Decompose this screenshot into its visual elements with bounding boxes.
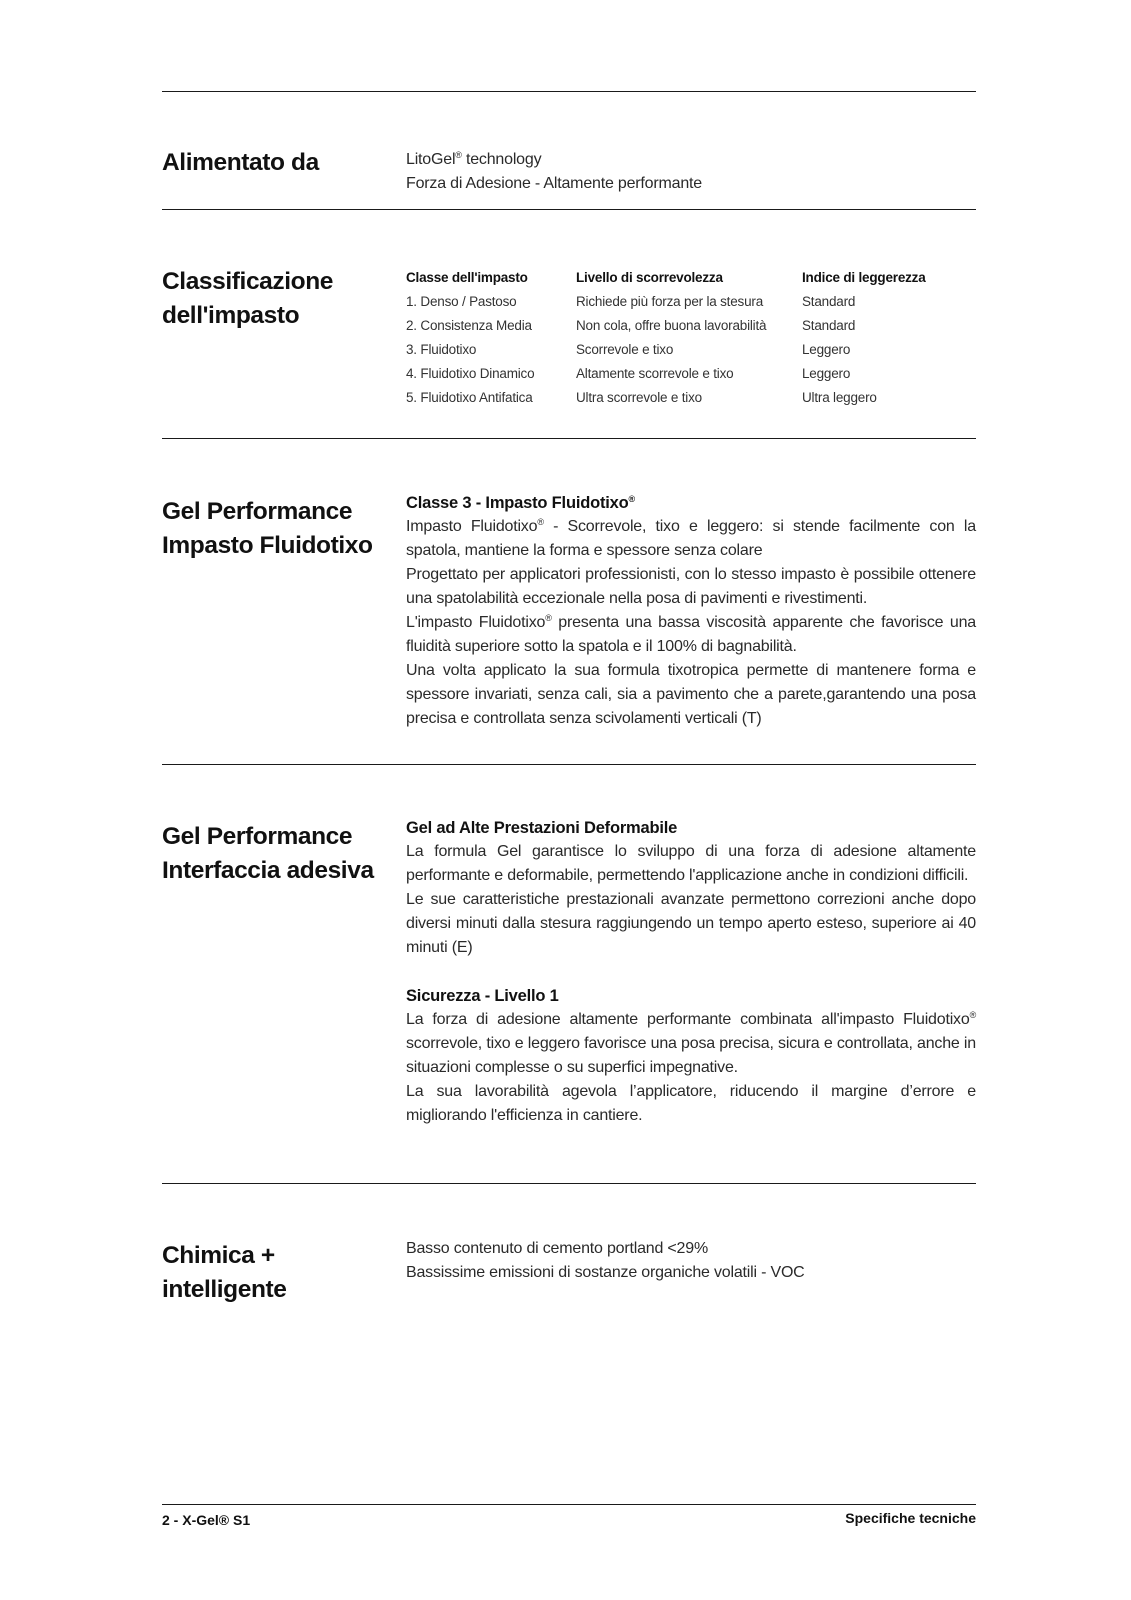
chemistry-line: Basso contenuto di cemento portland <29% <box>406 1240 708 1257</box>
registered-mark: ® <box>628 494 635 504</box>
table-row <box>406 314 952 338</box>
paragraph-text: presenta una bassa viscosità apparente che favorisce una fluidità superiore sotto la spatola e il 100% di bagnabilità. <box>406 614 977 655</box>
technology-line <box>406 148 976 172</box>
column-header: Indice di leggerezza <box>802 270 926 285</box>
table-cell: Ultra leggero <box>802 390 877 405</box>
footer-divider <box>162 1504 976 1505</box>
table-cell: 2. Consistenza Media <box>406 318 532 333</box>
table-cell: 4. Fluidotixo Dinamico <box>406 366 535 381</box>
table-cell: Standard <box>802 294 856 309</box>
subsection-title <box>406 491 976 515</box>
adhesion-line: Forza di Adesione - Altamente performante <box>406 175 702 192</box>
footer-section-label: Specifiche tecniche <box>845 1510 976 1526</box>
section-heading: Chimica + intelligente <box>162 1242 287 1303</box>
table-row <box>406 362 952 386</box>
paragraph: Le sue caratteristiche prestazionali avanzate permettono correzioni anche dopo diversi minuti dalla stesura raggiungendo un tempo aperto esteso, superiore ai 40 minuti (E) <box>406 891 976 956</box>
table-cell: Leggero <box>802 366 851 381</box>
brand-name: LitoGel <box>406 151 456 168</box>
footer-page-label: 2 - X-Gel® S1 <box>162 1512 251 1528</box>
paragraph <box>406 515 976 563</box>
subsection-title: Sicurezza - Livello 1 <box>406 987 559 1005</box>
paragraph: La sua lavorabilità agevola l’applicatore, riducendo il margine d’errore e migliorando l'efficienza in cantiere. <box>406 1083 976 1124</box>
section-heading: Gel Performance Impasto Fluidotixo <box>162 498 373 559</box>
classification-table <box>406 266 952 410</box>
chemistry-line: Bassissime emissioni di sostanze organiche volatili - VOC <box>406 1264 805 1281</box>
paragraph-text: scorrevole, tixo e leggero favorisce una posa precisa, sicura e controllata, anche in situazioni complesse o su superfici impegnative. <box>406 1035 976 1076</box>
technology-label: technology <box>461 151 542 168</box>
section-body <box>406 816 976 1128</box>
table-cell: Leggero <box>802 342 851 357</box>
registered-mark: ® <box>455 150 462 160</box>
table-cell: 1. Denso / Pastoso <box>406 294 517 309</box>
divider <box>162 1183 976 1184</box>
subsection-title: Gel ad Alte Prestazioni Deformabile <box>406 819 678 837</box>
registered-mark: ® <box>969 1010 976 1020</box>
table-row <box>406 386 952 410</box>
divider <box>162 209 976 210</box>
table-cell: 5. Fluidotixo Antifatica <box>406 390 533 405</box>
table-cell: Richiede più forza per la stesura <box>576 294 764 309</box>
classification-table-wrap <box>406 266 976 410</box>
section-body <box>406 491 976 731</box>
column-header: Livello di scorrevolezza <box>576 270 723 285</box>
paragraph <box>406 611 976 659</box>
column-header: Classe dell'impasto <box>406 270 528 285</box>
paragraph: Una volta applicato la sua formula tixotropica permette di mantenere forma e spessore invariati, senza cali, sia a pavimento che a parete,garantendo una posa precisa e controllata senza scivolamenti verticali (T) <box>406 662 976 727</box>
registered-mark: ® <box>537 517 544 527</box>
paragraph-text: Impasto Fluidotixo <box>406 518 538 535</box>
section-heading: Alimentato da <box>162 149 319 176</box>
section-body <box>406 148 976 196</box>
table-cell: Standard <box>802 318 856 333</box>
section-heading: Gel Performance Interfaccia adesiva <box>162 823 374 884</box>
paragraph-text: - Scorrevole, tixo e leggero: si stende facilmente con la spatola, mantiene la forma e spessore senza colare <box>406 518 976 559</box>
section-heading: Classificazione dell'impasto <box>162 268 334 329</box>
table-cell: Ultra scorrevole e tixo <box>576 390 702 405</box>
table-cell: Non cola, offre buona lavorabilità <box>576 318 767 333</box>
table-header-row <box>406 266 952 290</box>
subsection-title-text: Classe 3 - Impasto Fluidotixo <box>406 494 629 512</box>
paragraph <box>406 1008 976 1080</box>
paragraph-text: L'impasto Fluidotixo <box>406 614 546 631</box>
divider <box>162 91 976 92</box>
table-cell: Scorrevole e tixo <box>576 342 674 357</box>
paragraph: La formula Gel garantisce lo sviluppo di una forza di adesione altamente performante e deformabile, permettendo l'applicazione anche in condizioni difficili. <box>406 843 976 884</box>
table-cell: 3. Fluidotixo <box>406 342 477 357</box>
section-body <box>406 1237 976 1285</box>
divider <box>162 764 976 765</box>
registered-mark: ® <box>545 613 552 623</box>
table-row <box>406 338 952 362</box>
paragraph: Progettato per applicatori professionisti, con lo stesso impasto è possibile ottenere una spatolabilità eccezionale nella posa di pavimenti e rivestimenti. <box>406 566 976 607</box>
table-cell: Altamente scorrevole e tixo <box>576 366 734 381</box>
divider <box>162 438 976 439</box>
paragraph-text: La forza di adesione altamente performante combinata all'impasto Fluidotixo <box>406 1011 970 1028</box>
table-row <box>406 290 952 314</box>
